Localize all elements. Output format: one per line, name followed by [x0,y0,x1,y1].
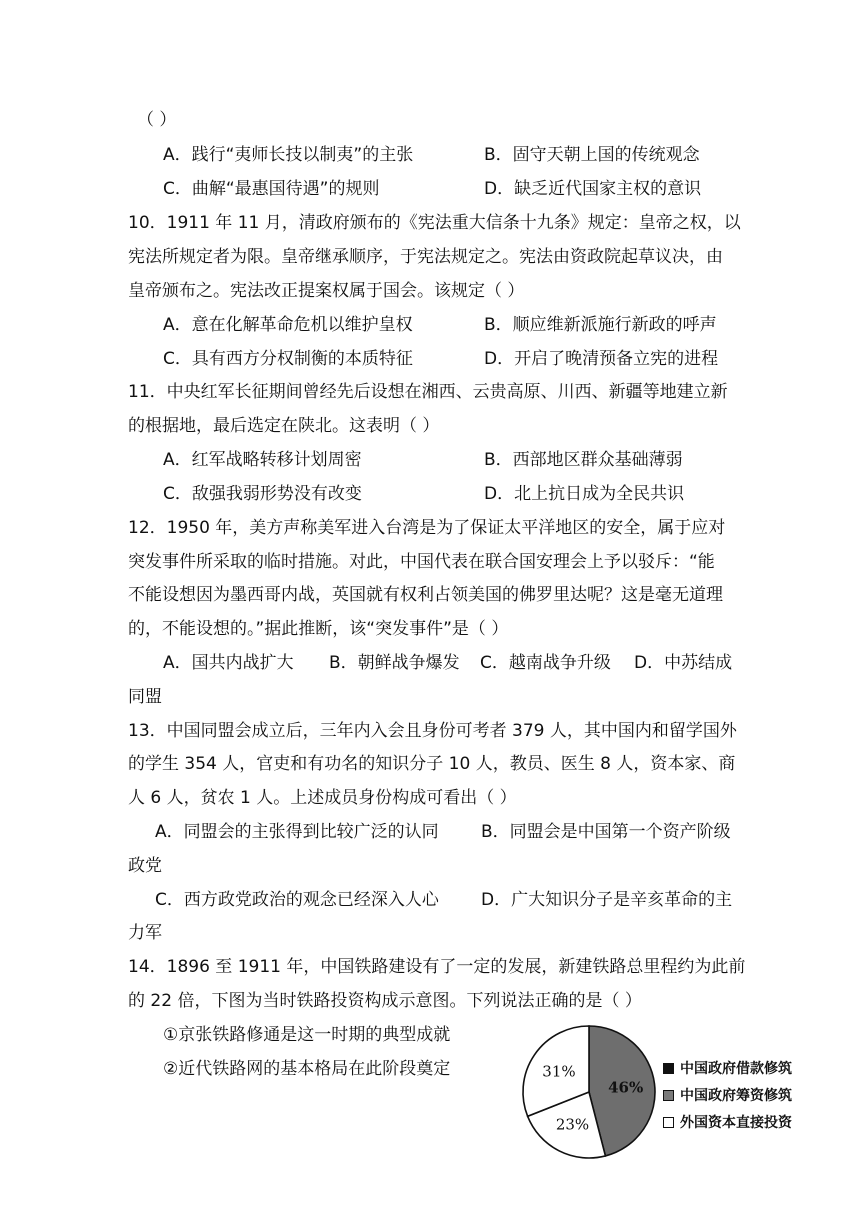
q13-option-a: A．同盟会的主张得到比较广泛的认同 [155,822,439,842]
q13-option-b: B．同盟会是中国第一个资产阶级 [481,822,731,842]
q12-option-d-continued: 同盟 [128,687,162,707]
q11-stem-line-1: 11．中央红军长征期间曾经先后设想在湘西、云贵高原、川西、新疆等地建立新 [128,382,728,402]
q14-stem-line-2: 的 22 倍，下图为当时铁路投资构成示意图。下列说法正确的是（ ） [128,991,642,1011]
legend-swatch-3 [663,1117,674,1128]
q13-option-d: D．广大知识分子是辛亥革命的主 [481,890,733,910]
q12-option-c: C．越南战争升级 [480,653,611,673]
q11-option-b: B．西部地区群众基础薄弱 [484,450,683,470]
q10-stem-line-1: 10．1911 年 11 月，清政府颁布的《宪法重大信条十九条》规定：皇帝之权，以 [128,213,741,233]
q12-option-d: D．中苏结成 [634,653,733,673]
q9-option-b: B．固守天朝上国的传统观念 [484,145,700,165]
legend-item-2 [663,1087,792,1105]
q13-stem-line-1: 13．中国同盟会成立后，三年内入会且身份可考者 379 人，其中国内和留学国外 [128,721,737,741]
q13-option-d-continued: 力军 [128,923,162,943]
q12-stem-line-1: 12．1950 年，美方声称美军进入台湾是为了保证太平洋地区的安全，属于应对 [128,518,726,538]
q9-answer-blank: （ ） [137,110,177,130]
legend-item-3 [663,1114,792,1132]
q12-option-b: B．朝鲜战争爆发 [329,653,460,673]
legend-label-1: 中国政府借款修筑 [680,1061,792,1077]
q11-option-a: A．红军战略转移计划周密 [163,450,362,470]
q10-option-c: C．具有西方分权制衡的本质特征 [163,349,413,369]
q9-option-d: D．缺乏近代国家主权的意识 [484,179,702,199]
q11-option-c: C．敌强我弱形势没有改变 [163,484,362,504]
q9-option-c: C．曲解“最惠国待遇”的规则 [163,179,380,199]
legend-item-1 [663,1060,792,1078]
q14-statement-1: ①京张铁路修通是这一时期的典型成就 [163,1025,451,1045]
pie-label-2: 23% [555,1115,590,1134]
q10-stem-line-2: 宪法所规定者为限。皇帝继承顺序，于宪法规定之。宪法由资政院起草议决，由 [128,247,723,267]
legend-swatch-2 [663,1090,674,1101]
q11-option-d: D．北上抗日成为全民共识 [484,484,685,504]
legend-label-3: 外国资本直接投资 [680,1115,792,1131]
q9-option-a: A．践行“夷师长技以制夷”的主张 [163,145,414,165]
railway-investment-pie-chart [509,1012,669,1172]
q14-stem-line-1: 14．1896 至 1911 年，中国铁路建设有了一定的发展，新建铁路总里程约为此前 [128,957,746,977]
q13-stem-line-3: 人 6 人，贫农 1 人。上述成员身份构成可看出（ ） [128,788,517,808]
q10-option-a: A．意在化解革命危机以维护皇权 [163,315,413,335]
q11-stem-line-2: 的根据地，最后选定在陕北。这表明（ ） [128,416,440,436]
pie-label-3: 31% [542,1062,576,1081]
q13-option-b-continued: 政党 [128,856,162,876]
legend-label-2: 中国政府筹资修筑 [680,1088,792,1104]
q13-option-c: C．西方政党政治的观念已经深入人心 [155,890,439,910]
q10-stem-line-3: 皇帝颁布之。宪法改正提案权属于国会。该规定（ ） [128,281,525,301]
q12-stem-line-3: 不能设想因为墨西哥内战，英国就有权利占领美国的佛罗里达呢？这是毫无道理 [128,585,723,605]
q10-option-d: D．开启了晚清预备立宪的进程 [484,349,719,369]
q14-statement-2: ②近代铁路网的基本格局在此阶段奠定 [163,1059,451,1079]
pie-label-1: 46% [608,1078,644,1097]
legend-swatch-1 [663,1063,674,1074]
q10-option-b: B．顺应维新派施行新政的呼声 [484,315,717,335]
q12-stem-line-2: 突发事件所采取的临时措施。对此，中国代表在联合国安理会上予以驳斥：“能 [128,552,715,572]
q13-stem-line-2: 的学生 354 人，官吏和有功名的知识分子 10 人，教员、医生 8 人，资本家、商 [128,754,736,774]
q12-stem-line-4: 的，不能设想的。”据此推断，该“突发事件”是（ ） [128,619,509,639]
q12-option-a: A．国共内战扩大 [163,653,294,673]
